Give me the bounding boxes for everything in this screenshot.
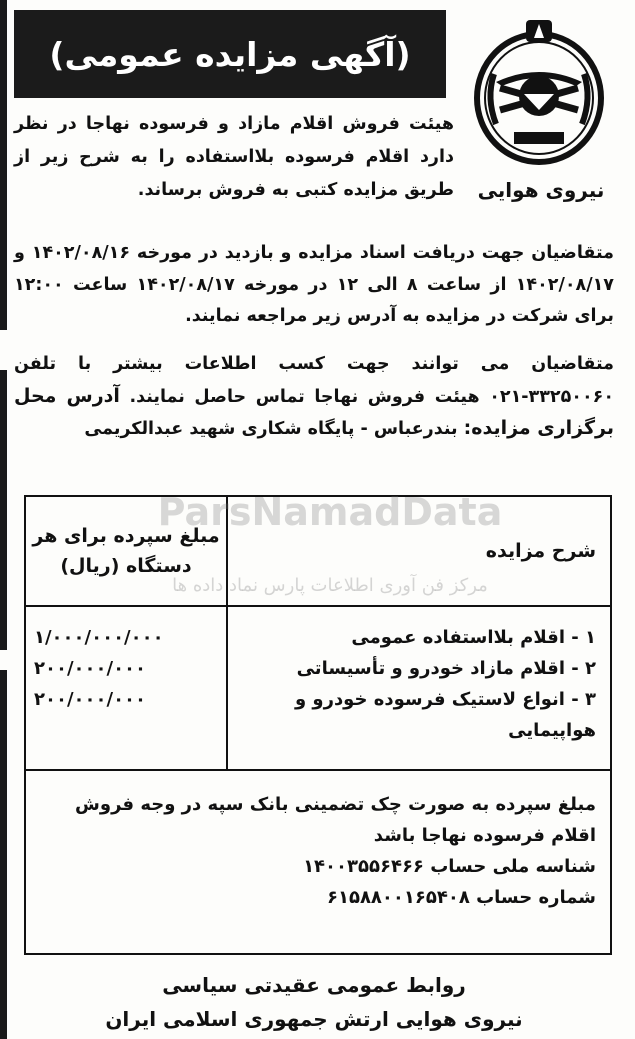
deposit-section xyxy=(36,789,596,913)
footer-signature xyxy=(14,968,614,1036)
header-divider xyxy=(26,605,610,607)
ad-title: (آگهی مزایده عمومی) xyxy=(14,10,446,98)
list-item: ۳ - انواع لاستیک فرسوده خودرو و هواپیمایی xyxy=(294,689,596,741)
visit-paragraph: متقاضیان جهت دریافت اسناد مزایده و بازدید در مورخه ۱۴۰۲/۰۸/۱۶ و ۱۴۰۲/۰۸/۱۷ از ساعت ۸ الی ۱۲ در مورخه ۱۴۰۲/۰۸/۱۷ ساعت ۱۲:۰۰ برای شرکت در مزایده به آدرس زیر مراجعه نمایند. xyxy=(14,243,614,326)
page-edge-strip xyxy=(0,0,7,1039)
footer-line: روابط عمومی عقیدتی سیاسی xyxy=(162,973,466,997)
header-description: شرح مزایده xyxy=(485,540,596,562)
account-number: شماره حساب ۶۱۵۸۸۰۰۱۶۵۴۰۸ xyxy=(326,887,596,908)
contact-paragraph xyxy=(14,349,614,446)
header-amount: مبلغ سپرده برای هر دستگاه (ریال) xyxy=(32,525,220,577)
address-label: آدرس محل برگزاری مزایده: xyxy=(14,384,614,439)
list-item: ۱ - اقلام بلااستفاده عمومی xyxy=(351,627,596,648)
items-list xyxy=(228,622,596,746)
intro-paragraph: هیئت فروش اقلام مازاد و فرسوده نهاجا در نظر دارد اقلام فرسوده بلااستفاده را به شرح زیر از طریق مزایده کتبی به فروش برساند. xyxy=(14,114,454,200)
watermark-subtitle: مرکز فن آوری اطلاعات پارس نماد داده ها xyxy=(172,575,488,596)
amount-value: ۱/۰۰۰/۰۰۰/۰۰۰ xyxy=(34,627,164,648)
amount-value: ۲۰۰/۰۰۰/۰۰۰ xyxy=(34,658,147,679)
amount-value: ۲۰۰/۰۰۰/۰۰۰ xyxy=(34,689,147,710)
air-force-emblem-icon xyxy=(466,14,612,166)
national-id: شناسه ملی حساب ۱۴۰۰۳۵۵۶۴۶۶ xyxy=(303,856,596,877)
amounts-list xyxy=(26,622,222,715)
deposit-note: مبلغ سپرده به صورت چک تضمینی بانک سپه در وجه فروش اقلام فرسوده نهاجا باشد xyxy=(75,794,596,846)
address-value: بندرعباس - پایگاه شکاری شهید عبدالکریمی xyxy=(84,419,458,439)
list-item: ۲ - اقلام مازاد خودرو و تأسیساتی xyxy=(296,658,596,679)
auction-table xyxy=(24,495,612,955)
footer-line: نیروی هوایی ارتش جمهوری اسلامی ایران xyxy=(105,1007,523,1031)
watermark-logo: ParsNamadData xyxy=(157,490,503,534)
contact-text: متقاضیان می توانند جهت کسب اطلاعات بیشتر با تلفن ۳۳۲۵۰۰۶۰-۰۲۱ هیئت فروش نهاجا تماس حاصل نمایند. xyxy=(14,354,614,407)
org-name: نیروی هوایی xyxy=(477,178,605,202)
items-divider xyxy=(26,769,610,771)
